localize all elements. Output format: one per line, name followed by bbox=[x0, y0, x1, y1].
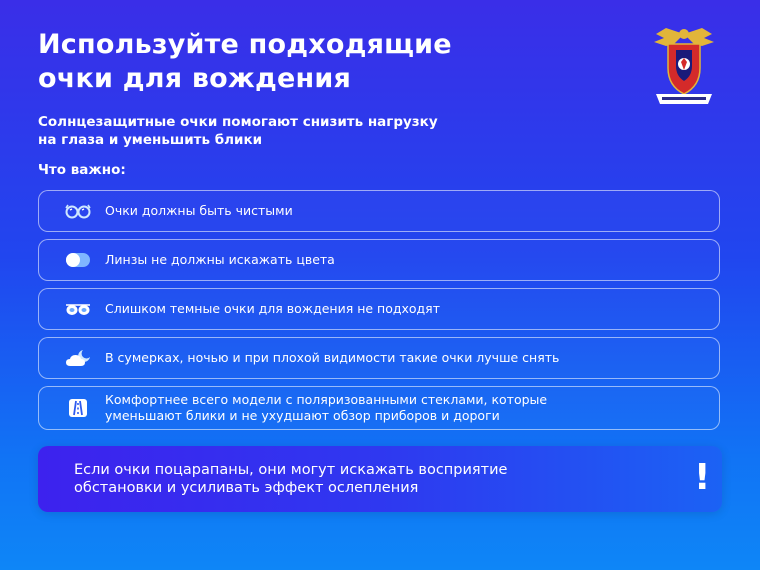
tip-text: Линзы не должны искажать цвета bbox=[105, 252, 335, 267]
tip-card-clean bbox=[38, 190, 720, 232]
tip-text bbox=[105, 392, 547, 424]
warning-text-line-1: Если очки поцарапаны, они могут искажать восприятие bbox=[74, 462, 508, 478]
police-emblem-icon bbox=[648, 24, 720, 108]
tip-text-line-2: уменьшают блики и не ухудшают обзор приборов и дороги bbox=[105, 408, 500, 423]
tip-text: Слишком темные очки для вождения не подходят bbox=[105, 301, 440, 316]
warning-text-line-2: обстановки и усиливать эффект ослепления bbox=[74, 480, 419, 496]
tip-card-colors bbox=[38, 239, 720, 281]
tip-card-dark bbox=[38, 288, 720, 330]
tip-text-line-1: Комфортнее всего модели с поляризованными стеклами, которые bbox=[105, 392, 548, 407]
dark-glasses-icon bbox=[65, 299, 91, 319]
section-label: Что важно: bbox=[38, 162, 126, 178]
tip-card-night bbox=[38, 337, 720, 379]
warning-text bbox=[74, 461, 634, 497]
page-title-line-1: Используйте подходящие bbox=[38, 29, 452, 60]
subtitle bbox=[38, 113, 598, 149]
exclamation-icon: ! bbox=[694, 457, 711, 498]
tip-text: В сумерках, ночью и при плохой видимости такие очки лучше снять bbox=[105, 350, 560, 365]
warning-notice bbox=[38, 446, 722, 512]
subtitle-line-1: Солнцезащитные очки помогают снизить нагрузку bbox=[38, 114, 438, 130]
road-icon bbox=[65, 398, 91, 418]
subtitle-line-2: на глаза и уменьшить блики bbox=[38, 132, 263, 148]
page-title-line-2: очки для вождения bbox=[38, 63, 351, 94]
page-title bbox=[38, 28, 598, 96]
glasses-clean-icon bbox=[65, 201, 91, 221]
tip-card-polarized bbox=[38, 386, 720, 430]
color-toggle-icon bbox=[65, 250, 91, 270]
night-cloud-icon bbox=[65, 348, 91, 368]
tip-text: Очки должны быть чистыми bbox=[105, 203, 293, 218]
